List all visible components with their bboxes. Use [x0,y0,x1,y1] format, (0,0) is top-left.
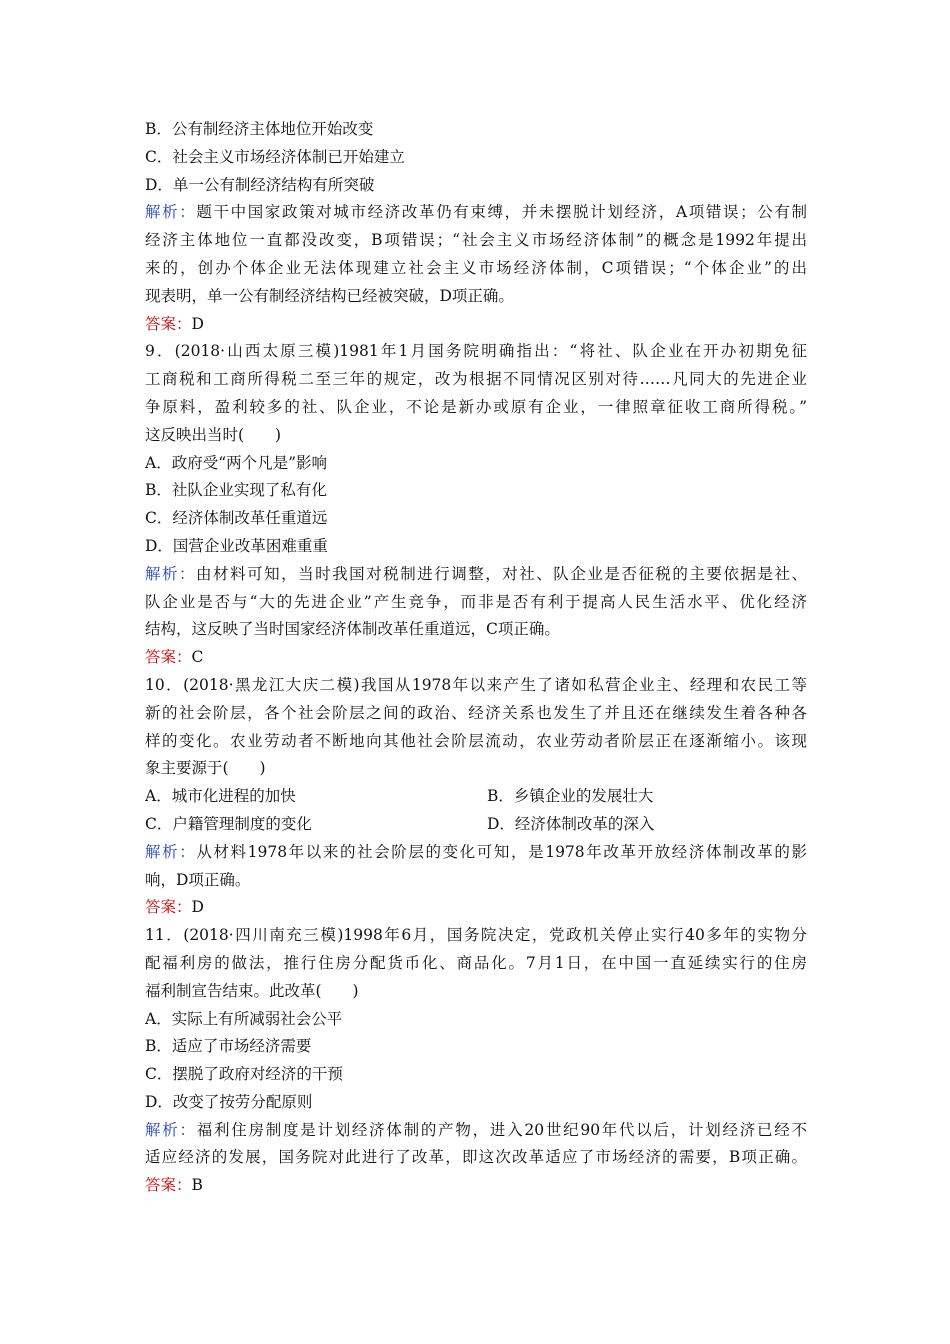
option-c: C．经济体制改革任重道远 [145,509,328,528]
option-a: A．城市化进程的加快 [145,787,296,806]
option-b: B．公有制经济主体地位开始改变 [145,120,374,138]
question-stem-line: 11．(2018·四川南充三模)1998年6月，国务院决定，党政机关停止实行40多年的实物分 [145,926,807,945]
option-a: A．实际上有所减弱社会公平 [145,1009,343,1028]
option-c: C．社会主义市场经济体制已开始建立 [145,147,405,166]
answer-label: 答案： [145,898,192,917]
answer-line [145,311,807,339]
options-row [145,811,807,839]
option-c: C．户籍管理制度的变化 [145,814,312,833]
question-11 [145,922,807,1200]
question-stem-line: 争原料，盈利较多的社、队企业，不论是新办或原有企业，一律照章征收工商所得税。” [145,397,807,416]
option-d: D．单一公有制经济结构有所突破 [145,175,375,194]
analysis-line: 经济主体地位一直都没改变，B项错误；“社会主义市场经济体制”的概念是1992年提出 [145,231,807,250]
answer-line [145,1172,807,1200]
question-8-continued [145,116,807,338]
analysis-label: 解析： [145,203,197,222]
answer-value: D [191,314,204,333]
analysis-label: 解析： [145,842,197,861]
option-d: D．改变了按劳分配原则 [145,1092,313,1111]
answer-label: 答案： [145,648,192,667]
question-stem-line: 样的变化。农业劳动者不断地向其他社会阶层流动，农业劳动者阶层正在逐渐缩小。该现 [145,731,807,750]
answer-value: B [191,1176,203,1195]
question-stem-line: 9．(2018·山西太原三模)1981年1月国务院明确指出：“将社、队企业在开办初期免征 [145,342,807,361]
analysis-line: 队企业是否与“大的先进企业”产生竞争，而非是否有利于提高人民生活水平、优化经济 [145,592,807,611]
analysis-line: 解析：由材料可知，当时我国对税制进行调整，对社、队企业是否征税的主要依据是社、 [145,564,807,583]
answer-label: 答案： [145,314,192,333]
option-b: B．社队企业实现了私有化 [145,481,327,500]
option-d: D．经济体制改革的深入 [487,814,655,833]
answer-value: D [191,898,204,917]
options-row [145,783,807,811]
question-9 [145,338,807,672]
question-stem-line: 工商税和工商所得税二至三年的规定，改为根据不同情况区别对待……凡同大的先进企业 [145,370,807,389]
answer-line [145,644,807,672]
answer-line [145,894,807,922]
question-stem-line: 福利制宣告结束。此改革( ) [145,981,359,1000]
question-stem-line: 这反映出当时( ) [145,425,282,444]
analysis-label: 解析： [145,564,197,583]
document-body [145,116,807,1200]
analysis-line: 现表明，单一公有制经济结构已经被突破，D项正确。 [145,286,514,305]
question-stem-line: 10．(2018·黑龙江大庆二模)我国从1978年以来产生了诸如私营企业主、经理和农民工等 [145,675,807,694]
question-stem-line: 象主要源于( ) [145,759,266,778]
answer-label: 答案： [145,1176,192,1195]
analysis-line: 响，D项正确。 [145,870,251,889]
question-stem-line: 新的社会阶层，各个社会阶层之间的政治、经济关系也发生了并且还在继续发生着各种各 [145,703,807,722]
analysis-line: 解析：题干中国家政策对城市经济改革仍有束缚，并未摆脱计划经济，A项错误；公有制 [145,203,807,222]
analysis-line: 结构，这反映了当时国家经济体制改革任重道远，C项正确。 [145,620,560,639]
option-b: B．适应了市场经济需要 [145,1037,312,1056]
analysis-line: 解析：福利住房制度是计划经济体制的产物，进入20世纪90年代以后，计划经济已经不 [145,1120,807,1139]
analysis-line: 来的，创办个体企业无法体现建立社会主义市场经济体制，C项错误；“个体企业”的出 [145,258,807,277]
option-c: C．摆脱了政府对经济的干预 [145,1065,343,1084]
answer-value: C [191,648,204,667]
analysis-label: 解析： [145,1120,197,1139]
question-10 [145,672,807,922]
option-a: A．政府受“两个凡是”影响 [145,453,328,472]
option-d: D．国营企业改革困难重重 [145,536,328,555]
analysis-line: 解析：从材料1978年以来的社会阶层的变化可知，是1978年改革开放经济体制改革的影 [145,842,807,861]
option-b: B．乡镇企业的发展壮大 [487,787,654,806]
question-stem-line: 配福利房的做法，推行住房分配货币化、商品化。7月1日，在中国一直延续实行的住房 [145,953,807,972]
analysis-line: 适应经济的发展，国务院对此进行了改革，即这次改革适应了市场经济的需要，B项正确。 [145,1148,807,1167]
